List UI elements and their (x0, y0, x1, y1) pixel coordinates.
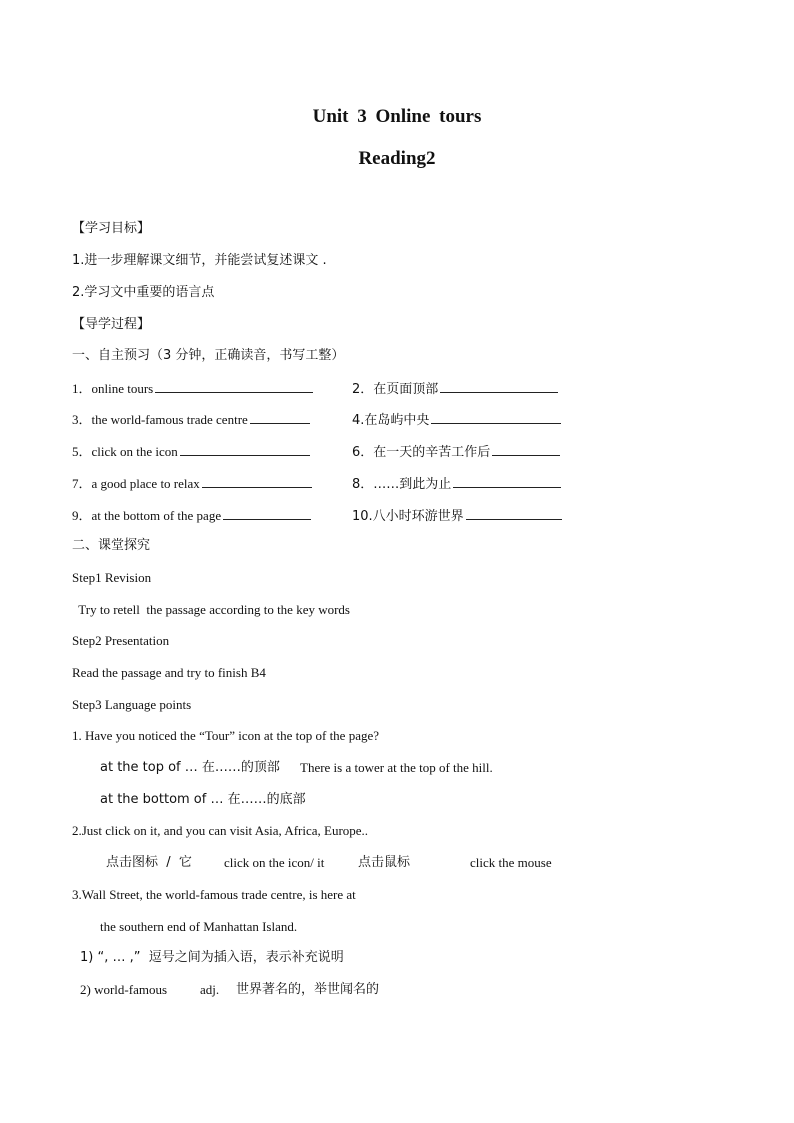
answer-blank[interactable] (453, 475, 561, 488)
answer-blank[interactable] (202, 475, 312, 488)
goals-heading: 【学习目标】 (72, 221, 151, 236)
answer-blank[interactable] (492, 443, 560, 456)
answer-blank[interactable] (155, 380, 313, 393)
step2-heading: Step2 Presentation (72, 633, 170, 648)
step3-heading: Step3 Language points (72, 697, 192, 712)
exercise-7-left (72, 475, 312, 492)
answer-blank[interactable] (431, 411, 561, 424)
page-subtitle: Reading2 (358, 148, 436, 169)
exercise-10-right (352, 507, 562, 525)
exercise-label: 7．a good place to relax (72, 476, 200, 491)
question-2-en-b: click the mouse (470, 855, 552, 870)
exercise-4-right (352, 411, 561, 429)
section1-heading: 一、自主预习（3 分钟，正确读音，书写工整） (72, 348, 345, 363)
question-2: 2.Just click on it, and you can visit Asia, Africa, Europe.. (72, 823, 369, 838)
exercise-label: 6．在一天的辛苦工作后 (352, 445, 491, 460)
exercise-label: 1．online tours (72, 381, 154, 396)
exercise-8-right (352, 475, 561, 493)
step1-text: Try to retell the passage according to the key words (72, 602, 350, 617)
question-3: 3.Wall Street, the world-famous trade centre, is here at (72, 887, 356, 902)
exercise-6-right (352, 443, 560, 461)
question-3-note-2-pos: adj. (200, 982, 220, 997)
step2-text: Read the passage and try to finish B4 (72, 665, 266, 680)
exercise-label: 3．the world-famous trade centre (72, 412, 248, 427)
question-3-note-1: 1) “, … ,” 逗号之间为插入语，表示补充说明 (80, 950, 344, 965)
question-3-continued: the southern end of Manhattan Island. (100, 919, 298, 934)
answer-blank[interactable] (180, 443, 310, 456)
question-1-phrase-a: at the top of … 在……的顶部 (100, 760, 280, 775)
question-2-zh-b: 点击鼠标 (358, 855, 411, 870)
question-3-note-2-meaning: 世界著名的，举世闻名的 (236, 982, 380, 997)
answer-blank[interactable] (466, 507, 562, 520)
process-heading: 【导学过程】 (72, 317, 151, 332)
goal-item-1: 1.进一步理解课文细节，并能尝试复述课文 . (72, 253, 327, 268)
goal-item-2: 2.学习文中重要的语言点 (72, 285, 215, 300)
exercise-label: 10.八小时环游世界 (352, 509, 464, 524)
exercise-label: 4.在岛屿中央 (352, 413, 430, 428)
exercise-9-left (72, 507, 311, 524)
question-2-zh-a: 点击图标 / 它 (106, 855, 192, 870)
answer-blank[interactable] (440, 380, 558, 393)
exercise-2-right (352, 380, 558, 398)
page-title: Unit 3 Online tours (312, 106, 482, 127)
section2-heading: 二、课堂探究 (72, 538, 151, 553)
exercise-label: 2．在页面顶部 (352, 382, 439, 397)
exercise-label: 8．……到此为止 (352, 477, 452, 492)
exercise-label: 5．click on the icon (72, 444, 178, 459)
answer-blank[interactable] (223, 507, 311, 520)
question-1-phrase-b: at the bottom of … 在……的底部 (100, 792, 306, 807)
step1-heading: Step1 Revision (72, 570, 152, 585)
exercise-5-left (72, 443, 310, 460)
exercise-1-left (72, 380, 313, 397)
exercise-label: 9．at the bottom of the page (72, 508, 222, 523)
exercise-3-left (72, 411, 310, 428)
question-3-note-2-word: 2) world-famous (80, 982, 168, 997)
question-1: 1. Have you noticed the “Tour” icon at the top of the page? (72, 728, 380, 743)
question-1-example: There is a tower at the top of the hill. (300, 760, 493, 775)
question-2-en-a: click on the icon/ it (224, 855, 325, 870)
answer-blank[interactable] (250, 411, 310, 424)
